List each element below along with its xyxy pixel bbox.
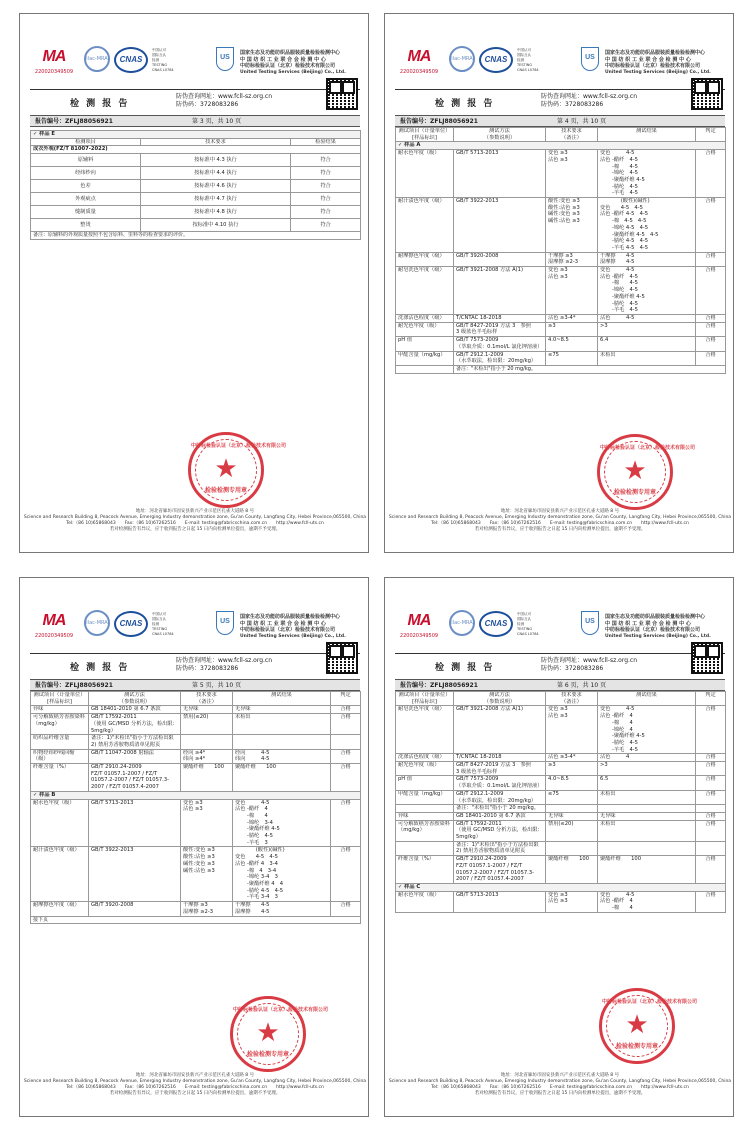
organization-name: 国家生态及功能纺织品服装质量检验检测中心 中 国 纺 织 工 业 联 合 会 检 测 中 心 中纺标检验认证（北京）检验技术有限公司 United Testing Services (Beijing) Co., Ltd. <box>605 614 711 639</box>
report-footer: 地址：河北省廊坊市固安县新兴产业示范区孔雀大道路 8 号 Science and Research Building 8, Peacock Avenue, Emerging Industry demonstration zone, Gu'an County, Langfang City, Hebei Province,065500, China Tel:（86 10)65868043 Fax:（86 10)67262516 E-mail: testing@fabricschina.com.cn http://www.fcll-uts.cn 若对检测报告有异议，应于收到报告之日起 15 日内向检测单位提出，逾期不予受理。 <box>23 509 367 532</box>
report-title: 检 测 报 告 <box>70 663 130 673</box>
cnas-accreditation-text: 中国认可 国际互认 检测 TESTING CNAS L0784 <box>152 612 174 636</box>
report-footer: 地址：河北省廊坊市固安县新兴产业示范区孔雀大道路 8 号 Science and Research Building 8, Peacock Avenue, Emerging Industry demonstration zone, Gu'an County, Langfang City, Hebei Province,065500, China Tel:（86 10)65868043 Fax:（86 10)67262516 E-mail: testing@fabricschina.com.cn http://www.fcll-uts.cn 若对检测报告有异议，应于收到报告之日起 15 日内向检测单位提出，逾期不予受理。 <box>23 1073 367 1096</box>
report-number: 报告编号：ZFLJ88056921 <box>35 118 113 125</box>
report-number-bar <box>30 115 360 127</box>
qr-code[interactable] <box>691 78 723 110</box>
cma-logo: MA 220020349509 <box>399 48 439 75</box>
table-row: 纤维含量（%） GB/T 2910.24-2009 FZ/T 01057.1-2007 / FZ/T 01057.2-2007 / FZ/T 01057.3-2007 / FZ/T 01057.4-2007 聚酯纤维 100 聚酯纤维 100 合格 <box>31 764 361 792</box>
sample-section: ✓ 样品 C <box>396 883 726 891</box>
table-row: 异味 GB 18401-2010 第 6.7 条款 无异味 无异味 合格 <box>396 812 726 820</box>
inspection-seal: 中纺标检验认证（北京）检验技术有限公司 ★ 检验检测专用章 <box>188 432 264 508</box>
ilac-logo: ilac-MRA <box>449 610 475 636</box>
star-icon: ★ <box>623 456 647 486</box>
table-row: 原辅料 按标准中 4.3 执行 符合 <box>31 154 361 167</box>
table-row: 可分解致癌芳香胺染料（mg/kg） GB/T 17592-2011 （使用 GC/MSD 分析方法，检出限：5mg/kg） 禁用(≤20) 未检出 合格 <box>31 714 361 735</box>
table-row: 耐水色牢度（级） GB/T 5713-2013 变色 ≥3 沾色 ≥3 变色 4-5 沾色 -醋纤 4 -棉 4 合格 <box>396 891 726 912</box>
uts-logo: US <box>581 611 599 635</box>
table-row: 经纬纱向 按标准中 4.4 执行 符合 <box>31 167 361 180</box>
table-row: 甲醛含量（mg/kg） GB/T 2912.1-2009 （水萃取法，检出限：20mg/kg） ≤75 未检出 合格 <box>396 351 726 365</box>
inspection-seal: 中纺标检验认证（北京）检验技术有限公司 ★ 检验检测专用章 <box>230 996 306 1072</box>
cnas-logo: CNAS <box>114 47 148 73</box>
page-number: 第 4 页，共 10 页 <box>557 118 607 125</box>
table-row: 耐光色牢度（级） GB/T 8427-2019 方法 3 参照 3 级蓝色羊毛标样 ≥3 >3 合格 <box>396 322 726 336</box>
table-row: 耐摩擦色牢度（级） GB/T 3920-2008 干摩擦 ≥3 湿摩擦 ≥2-3 干摩擦 4-5 湿摩擦 4-5 合格 <box>31 902 361 916</box>
report-header <box>399 44 721 92</box>
organization-name: 国家生态及功能纺织品服装质量检验检测中心 中 国 纺 织 工 业 联 合 会 检 测 中 心 中纺标检验认证（北京）检验技术有限公司 United Testing Services (Beijing) Co., Ltd. <box>605 50 711 75</box>
cma-logo: MA 220020349509 <box>34 48 74 75</box>
organization-name: 国家生态及功能纺织品服装质量检验检测中心 中 国 纺 织 工 业 联 合 会 检 测 中 心 中纺标检验认证（北京）检验技术有限公司 United Testing Services (Beijing) Co., Ltd. <box>240 50 346 75</box>
table-row: 纤维含量（%） GB/T 2910.24-2009 FZ/T 01057.1-2007 / FZ/T 01057.2-2007 / FZ/T 01057.3-2007 / FZ/T 01057.4-2007 聚酯纤维 100 聚酯纤维 100 合格 <box>396 856 726 884</box>
cnas-accreditation-text: 中国认可 国际互认 检测 TESTING CNAS L0784 <box>152 48 174 72</box>
report-number-bar <box>30 679 360 691</box>
uts-logo: US <box>581 47 599 71</box>
ilac-logo: ilac-MRA <box>449 46 475 72</box>
table-row: 整烫 按标准中 4.10 执行 符合 <box>31 219 361 232</box>
note-row: 备注：原辅料的外观质量按照不包含原料、里料等的检查要求的评价。 <box>31 232 361 240</box>
table-header: 测试项目（计量单位） [样品标识] 测试方法 （参数说明） 技术要求 （备注） 测试结果 判定 <box>396 128 726 142</box>
title-bar <box>30 653 360 679</box>
table-row: 耐皂洗色牢度（级） GB/T 3921-2008 方法 A(1) 变色 ≥3 沾色 ≥3 变色 4-5 沾色 -醋纤 4-5 -棉 4-5 -锦纶 4-5 -聚酯纤维 4-5 -腈纶 4-5 -羊毛 4-5 合格 <box>396 267 726 315</box>
report-number-bar <box>395 679 725 691</box>
table-row: 耐皂洗色牢度（级） GB/T 3921-2008 方法 A(1) 变色 ≥3 沾色 ≥3 变色 4-5 沾色 -醋纤 4 -棉 4 -锦纶 4 -聚酯纤维 4-5 -腈纶 4-5 -羊毛 4-5 合格 <box>396 706 726 754</box>
report-page-3 <box>19 13 369 553</box>
title-bar <box>395 89 725 115</box>
qr-code[interactable] <box>326 642 358 674</box>
cnas-accreditation-text: 中国认可 国际互认 检测 TESTING CNAS L0784 <box>517 48 539 72</box>
report-number: 报告编号：ZFLJ88056921 <box>35 682 113 689</box>
anti-fake-query: 防伪查询网址：www.fcll-sz.org.cn 防伪码：3728083286 <box>541 93 638 108</box>
table-row: 甲醛含量（mg/kg） GB/T 2912.1-2009 （水萃取法，检出限：20mg/kg） ≤75 未检出 合格 <box>396 790 726 804</box>
cnas-logo: CNAS <box>479 611 513 637</box>
report-page-6 <box>384 577 734 1117</box>
table-row: 耐汗渍色牢度（级） GB/T 3922-2013 酸性:变色 ≥3 酸性:沾色 ≥3 碱性:变色 ≥3 碱性:沾色 ≥3 (酸性)(碱性) 变色 4-5 4-5 沾色 -醋纤 4 3-4 -棉 4 3-4 -锦纶 3-4 3 -聚酯纤维 4 4 -腈纶 4-5 4-5 -羊毛 3-4 3 合格 <box>31 847 361 902</box>
cnas-accreditation-text: 中国认可 国际互认 检测 TESTING CNAS L0784 <box>517 612 539 636</box>
report-title: 检 测 报 告 <box>435 663 495 673</box>
sample-section: ✓ 样品 B <box>31 791 361 799</box>
report-header <box>399 608 721 656</box>
page-number: 第 6 页，共 10 页 <box>557 682 607 689</box>
table-row: 色差 按标准中 4.6 执行 符合 <box>31 180 361 193</box>
title-bar <box>30 89 360 115</box>
table-row: 外观疵点 按标准中 4.7 执行 符合 <box>31 193 361 206</box>
uts-logo: US <box>216 611 234 635</box>
results-table <box>395 691 726 913</box>
report-page-5 <box>19 577 369 1117</box>
qr-code[interactable] <box>326 78 358 110</box>
sample-section: ✓ 样品 E <box>31 131 361 139</box>
table-row: 耐光色牢度（级） GB/T 8427-2019 方法 3 参照 3 级蓝色羊毛标样 ≥3 >3 合格 <box>396 762 726 776</box>
uts-logo: US <box>216 47 234 71</box>
report-number-bar <box>395 115 725 127</box>
anti-fake-query: 防伪查询网址：www.fcll-sz.org.cn 防伪码：3728083286 <box>176 657 273 672</box>
table-row: 织物经纬纱线回缩（级） GB/T 11047-2008 射轴法 经向 ≥4* 纬向 ≥4* 经向 4-5 纬向 4-5 合格 <box>31 749 361 763</box>
star-icon: ★ <box>214 454 238 484</box>
results-table <box>30 130 361 240</box>
table-header: 测试项目（计量单位） [样品标识] 测试方法 （参数说明） 技术要求 （备注） 测试结果 判定 <box>31 692 361 706</box>
report-number: 报告编号：ZFLJ88056921 <box>400 118 478 125</box>
page-number: 第 5 页，共 10 页 <box>192 682 242 689</box>
sample-section: ✓ 样品 A <box>396 142 726 150</box>
note-row: 接下页 <box>31 916 361 924</box>
anti-fake-query: 防伪查询网址：www.fcll-sz.org.cn 防伪码：3728083286 <box>541 657 638 672</box>
report-footer: 地址：河北省廊坊市固安县新兴产业示范区孔雀大道路 8 号 Science and Research Building 8, Peacock Avenue, Emerging Industry demonstration zone, Gu'an County, Langfang City, Hebei Province,065500, China Tel:（86 10)65868043 Fax:（86 10)67262516 E-mail: testing@fabricschina.com.cn http://www.fcll-uts.cn 若对检测报告有异议，应于收到报告之日起 15 日内向检测单位提出，逾期不予受理。 <box>388 509 732 532</box>
table-row: 备注："未检出"指小于 20 mg/kg。 <box>396 805 726 813</box>
star-icon: ★ <box>625 1010 649 1040</box>
table-row: 缝制质量 按标准中 4.8 执行 符合 <box>31 206 361 219</box>
cma-logo: MA 220020349509 <box>399 612 439 639</box>
report-number: 报告编号：ZFLJ88056921 <box>400 682 478 689</box>
table-row: 洗涤沾色程度（级） T/CNTAC 18-2018 沾色 ≥3-4* 沾色 4 合格 <box>396 754 726 762</box>
table-row: 耐水色牢度（级） GB/T 5713-2013 变色 ≥3 沾色 ≥3 变色 4-5 沾色 -醋纤 4-5 -棉 4-5 -锦纶 4-5 -聚酯纤维 4-5 -腈纶 4-5 -羊毛 4-5 合格 <box>396 150 726 198</box>
table-header: 检测项目 技术要求 检验结果 <box>31 138 361 146</box>
table-row: pH 值 GB/T 7573-2009 （萃取介质：0.1mol/L 氯化钾溶液） 4.0~8.5 6.5 合格 <box>396 776 726 790</box>
title-bar <box>395 653 725 679</box>
report-title: 检 测 报 告 <box>435 99 495 109</box>
cnas-logo: CNAS <box>114 611 148 637</box>
table-row: 备注：1)"未检出"指小于方法检出限 2) 禁用芳香胺物质清单见附页 <box>396 841 726 855</box>
ilac-logo: ilac-MRA <box>84 46 110 72</box>
cma-logo: MA 220020349509 <box>34 612 74 639</box>
report-page-4 <box>384 13 734 553</box>
results-table <box>395 127 726 374</box>
report-header <box>34 44 356 92</box>
table-row: 异味 GB 18401-2010 第 6.7 条款 无异味 无异味 合格 <box>31 706 361 714</box>
table-row: 洗涤沾色程度（级） T/CNTAC 18-2018 沾色 ≥3-4* 沾色 4-5 合格 <box>396 314 726 322</box>
table-row: 耐汗渍色牢度（级） GB/T 3922-2013 酸性:变色 ≥3 酸性:沾色 ≥3 碱性:变色 ≥3 碱性:沾色 ≥3 (酸性)(碱性) 变色 4-5 4-5 沾色 -醋纤 4-5 4-5 -棉 4-5 4-5 -锦纶 4-5 4-5 -聚酯纤维 4-5 4-5 -腈纶 4-5 4-5 -羊毛 4-5 4-5 合格 <box>396 198 726 253</box>
page-number: 第 3 页，共 10 页 <box>192 118 242 125</box>
cnas-logo: CNAS <box>479 47 513 73</box>
organization-name: 国家生态及功能纺织品服装质量检验检测中心 中 国 纺 织 工 业 联 合 会 检 测 中 心 中纺标检验认证（北京）检验技术有限公司 United Testing Services (Beijing) Co., Ltd. <box>240 614 346 639</box>
table-row: 耐水色牢度（级） GB/T 5713-2013 变色 ≥3 沾色 ≥3 变色 4-5 沾色 -醋纤 4 -棉 4 -锦纶 3-4 -聚酯纤维 4-5 -腈纶 4-5 -羊毛 3 合格 <box>31 799 361 847</box>
qr-code[interactable] <box>691 642 723 674</box>
table-row: 耐摩擦色牢度（级） GB/T 3920-2008 干摩擦 ≥3 湿摩擦 ≥2-3 干摩擦 4-5 湿摩擦 4-5 合格 <box>396 252 726 266</box>
anti-fake-query: 防伪查询网址：www.fcll-sz.org.cn 防伪码：3728083286 <box>176 93 273 108</box>
note-row: 备注："未检出"指小于 20 mg/kg。 <box>396 365 726 373</box>
table-row: 可分解致癌芳香胺染料（mg/kg） GB/T 17592-2011 （使用 GC/MSD 分析方法，检出限：5mg/kg） 禁用(≤20) 未检出 合格 <box>396 820 726 841</box>
inspection-seal: 中纺标检验认证（北京）检验技术有限公司 ★ 检验检测专用章 <box>597 434 673 510</box>
ilac-logo: ilac-MRA <box>84 610 110 636</box>
results-table <box>30 691 361 924</box>
report-footer: 地址：河北省廊坊市固安县新兴产业示范区孔雀大道路 8 号 Science and Research Building 8, Peacock Avenue, Emerging Industry demonstration zone, Gu'an County, Langfang City, Hebei Province,065500, China Tel:（86 10)65868043 Fax:（86 10)67262516 E-mail: testing@fabricschina.com.cn http://www.fcll-uts.cn 若对检测报告有异议，应于收到报告之日起 15 日内向检测单位提出，逾期不予受理。 <box>388 1073 732 1096</box>
inspection-seal: 中纺标检验认证（北京）检验技术有限公司 ★ 检验检测专用章 <box>599 988 675 1064</box>
standard-row: 成衣外观(FZ/T 81007-2022) <box>31 146 361 154</box>
star-icon: ★ <box>256 1018 280 1048</box>
table-row: 纺织品纤维含量 备注：1)"未检出"指小于方法检出限 2) 禁用芳香胺物质清单见附页 <box>31 735 361 749</box>
report-header <box>34 608 356 656</box>
report-title: 检 测 报 告 <box>70 99 130 109</box>
table-row: pH 值 GB/T 7573-2009 （萃取介质：0.1mol/L 氯化钾溶液） 4.0~8.5 6.4 合格 <box>396 337 726 351</box>
table-header: 测试项目（计量单位） [样品标识] 测试方法 （参数说明） 技术要求 （备注） 测试结果 判定 <box>396 692 726 706</box>
